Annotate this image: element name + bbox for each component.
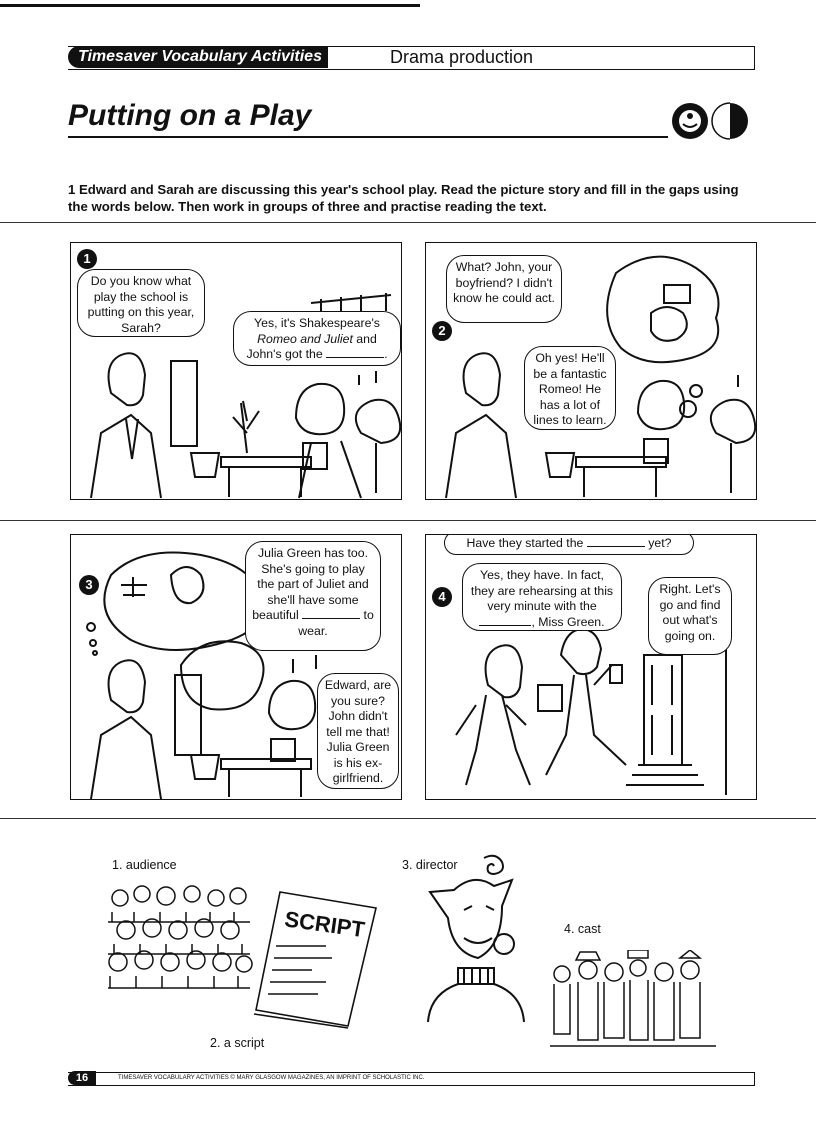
- bubble-text: and John's got the: [246, 331, 377, 361]
- timer-icon: [668, 100, 758, 142]
- panel-number: 1: [77, 249, 97, 269]
- comic-panel-1: [70, 242, 402, 500]
- bubble-text: Have they started the: [466, 536, 587, 550]
- instructions: 1 Edward and Sarah are discussing this year's school play. Read the picture story and fill in the gaps using the words below. Then work in groups of three and practise reading the text.: [68, 182, 739, 214]
- vocab-label-script: 2. a script: [210, 1036, 265, 1050]
- bubble-text: .: [384, 347, 388, 361]
- cast-illustration: [548, 950, 718, 1054]
- divider-line: [0, 818, 816, 819]
- series-title: Timesaver Vocabulary Activities: [68, 46, 328, 68]
- fill-in-gap[interactable]: [302, 608, 360, 619]
- bubble-text: Yes, it's Shakespeare's: [254, 316, 380, 330]
- speech-bubble-edward: Oh yes! He'll be a fantastic Romeo! He has a lot of lines to learn.: [524, 346, 616, 430]
- script-illustration: [252, 886, 378, 1032]
- comic-panel-2: [425, 242, 757, 500]
- bubble-text: to wear.: [298, 608, 374, 638]
- vocab-label-director: 3. director: [402, 858, 458, 872]
- page-title: Putting on a Play: [68, 99, 312, 132]
- title-rule: [68, 136, 668, 138]
- page-number: 16: [68, 1071, 96, 1085]
- audience-illustration: [104, 882, 254, 1002]
- speech-bubble-edward: [462, 563, 622, 631]
- divider-line: [0, 520, 816, 521]
- director-illustration: [424, 850, 528, 1022]
- panel-number: 4: [432, 587, 452, 607]
- fill-in-gap[interactable]: [587, 536, 645, 547]
- comic-panel-3: [70, 534, 402, 800]
- bubble-text: Julia Green has too. She's going to play the part of Juliet and she'll have some beautiful: [252, 546, 369, 622]
- speech-bubble-edward: Do you know what play the school is putting on this year, Sarah?: [77, 269, 205, 337]
- speech-bubble-edward: [245, 541, 381, 651]
- speech-bubble-sarah: Right. Let's go and find out what's going on.: [648, 577, 732, 655]
- speech-bubble-sarah: [233, 311, 401, 366]
- divider-line: [0, 222, 816, 223]
- fill-in-gap[interactable]: [326, 347, 384, 358]
- panel-number: 3: [79, 575, 99, 595]
- bubble-text: Yes, they have. In fact, they are rehearsing at this very minute with the: [470, 568, 614, 613]
- speech-bubble-sarah: Edward, are you sure? John didn't tell me that! Julia Green is his ex-girlfriend.: [317, 673, 399, 789]
- top-edge-line: [0, 4, 420, 7]
- comic-panel-4: [425, 534, 757, 800]
- topic-title: Drama production: [390, 47, 534, 67]
- fill-in-gap[interactable]: [479, 615, 531, 626]
- vocab-label-audience: 1. audience: [112, 858, 177, 872]
- footer-copyright: TIMESAVER VOCABULARY ACTIVITIES © MARY GLASGOW MAGAZINES, AN IMPRINT OF SCHOLASTIC INC.: [118, 1075, 425, 1081]
- vocab-label-cast: 4. cast: [564, 922, 601, 936]
- speech-bubble-sarah: What? John, your boyfriend? I didn't know he could act.: [446, 255, 562, 323]
- speech-bubble-sarah: [444, 534, 694, 555]
- bubble-text: , Miss Green.: [531, 614, 605, 629]
- play-title: Romeo and Juliet: [257, 331, 353, 346]
- bubble-text: yet?: [644, 536, 672, 550]
- panel-number: 2: [432, 321, 452, 341]
- script-heading: SCRIPT: [283, 906, 367, 943]
